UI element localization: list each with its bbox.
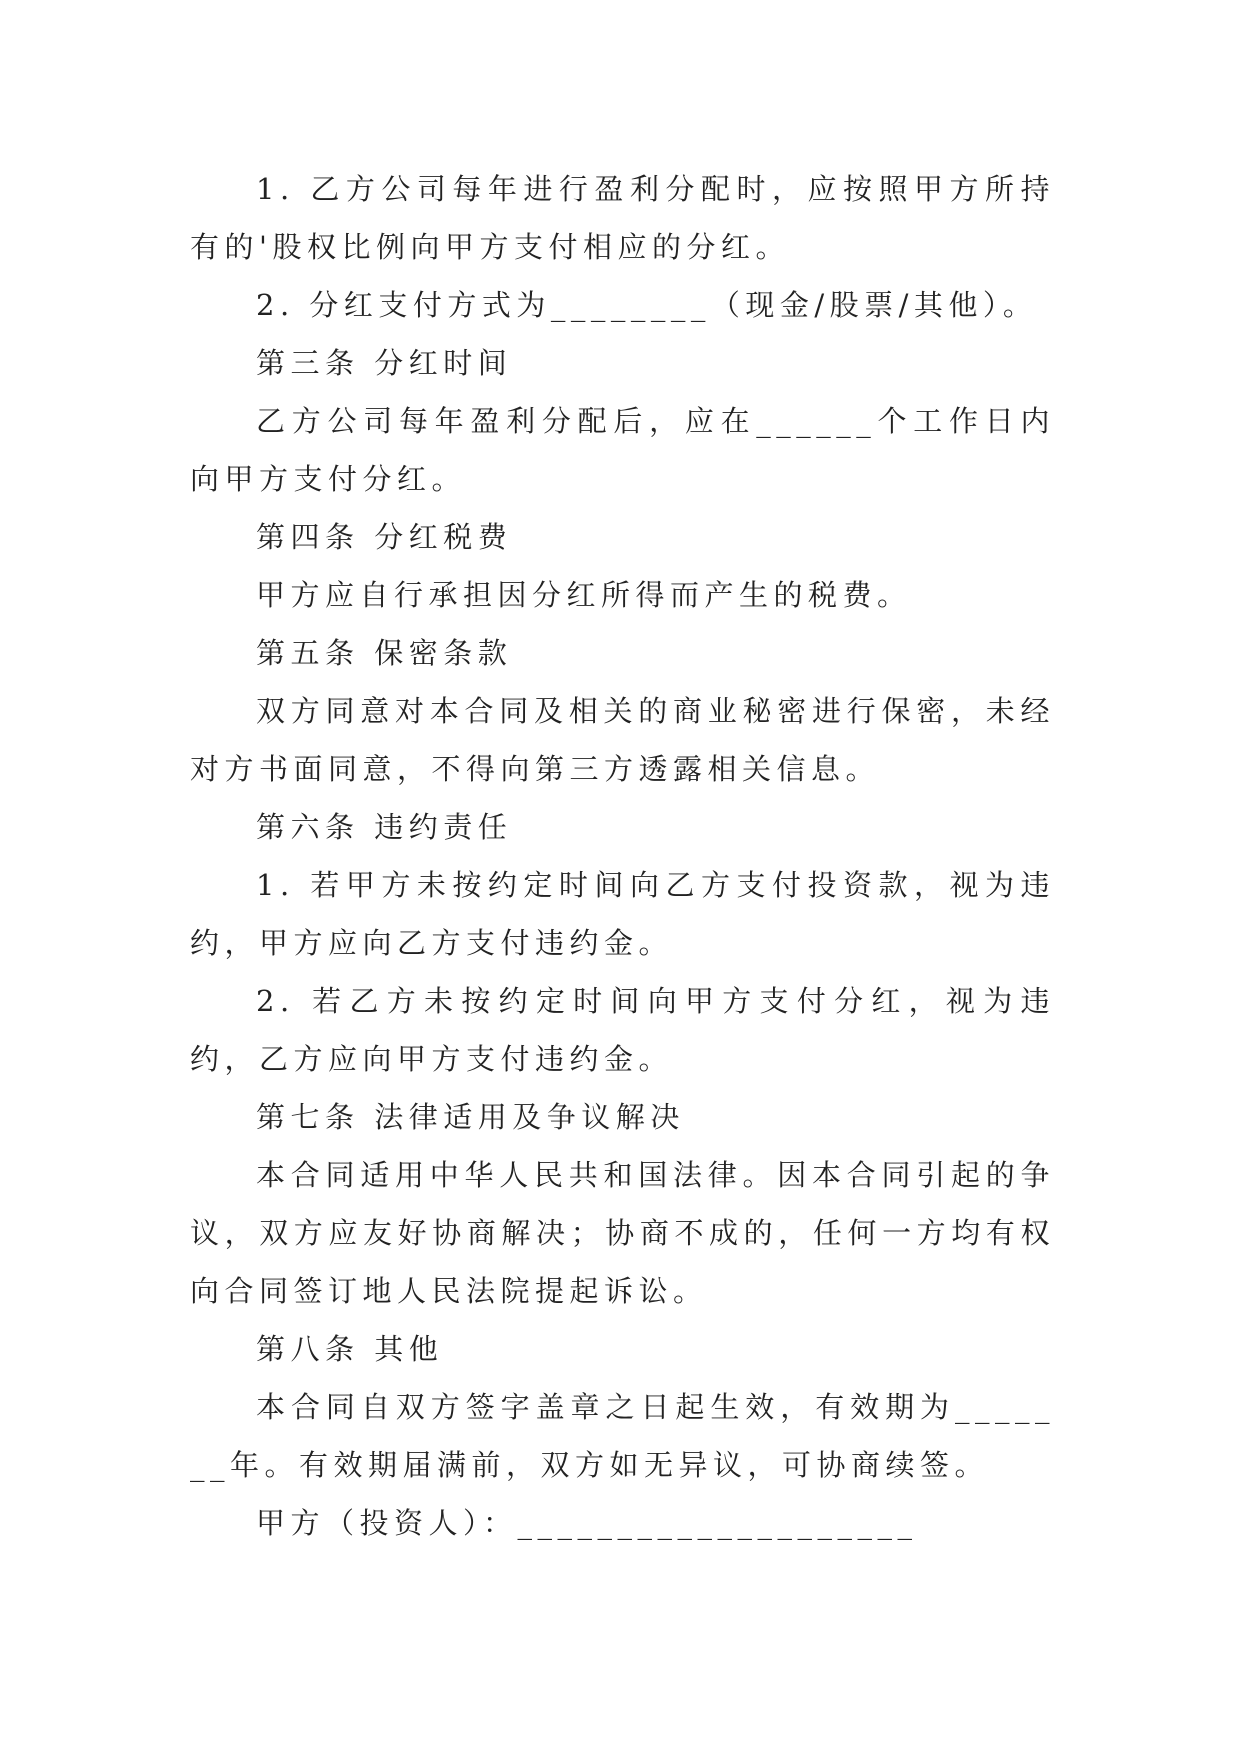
article-8-heading: 第八条 其他 bbox=[256, 1332, 444, 1366]
article-4-text: 甲方应自行承担因分红所得而产生的税费。 bbox=[256, 578, 912, 612]
article-6-item-2: 2. 若乙方未按约定时间向甲方支付分红，视为违约，乙方应向甲方支付违约金。 bbox=[190, 984, 1055, 1076]
article-5-heading: 第五条 保密条款 bbox=[256, 636, 513, 670]
article-4-heading: 第四条 分红税费 bbox=[256, 520, 513, 554]
dividend-payment-method-clause: 2. 分红支付方式为________（现金/股票/其他）。 bbox=[256, 288, 1038, 322]
article-6-heading: 第六条 违约责任 bbox=[256, 810, 513, 844]
article-3-text: 乙方公司每年盈利分配后，应在______个工作日内向甲方支付分红。 bbox=[190, 404, 1055, 496]
article-3-heading: 第三条 分红时间 bbox=[256, 346, 513, 380]
article-7-heading: 第七条 法律适用及争议解决 bbox=[256, 1100, 685, 1134]
party-a-signature-line: 甲方（投资人）：____________________ bbox=[256, 1506, 918, 1540]
article-5-text: 双方同意对本合同及相关的商业秘密进行保密，未经对方书面同意，不得向第三方透露相关信息。 bbox=[190, 694, 1055, 786]
article-7-text: 本合同适用中华人民共和国法律。因本合同引起的争议，双方应友好协商解决；协商不成的，任何一方均有权向合同签订地人民法院提起诉讼。 bbox=[190, 1158, 1055, 1308]
dividend-distribution-clause: 1. 乙方公司每年进行盈利分配时，应按照甲方所持有的'股权比例向甲方支付相应的分红。 bbox=[190, 172, 1055, 264]
article-8-text: 本合同自双方签字盖章之日起生效，有效期为_______年。有效期届满前，双方如无异议，可协商续签。 bbox=[190, 1390, 1055, 1482]
article-6-item-1: 1. 若甲方未按约定时间向乙方支付投资款，视为违约，甲方应向乙方支付违约金。 bbox=[190, 868, 1055, 960]
document-body bbox=[190, 160, 1055, 1552]
